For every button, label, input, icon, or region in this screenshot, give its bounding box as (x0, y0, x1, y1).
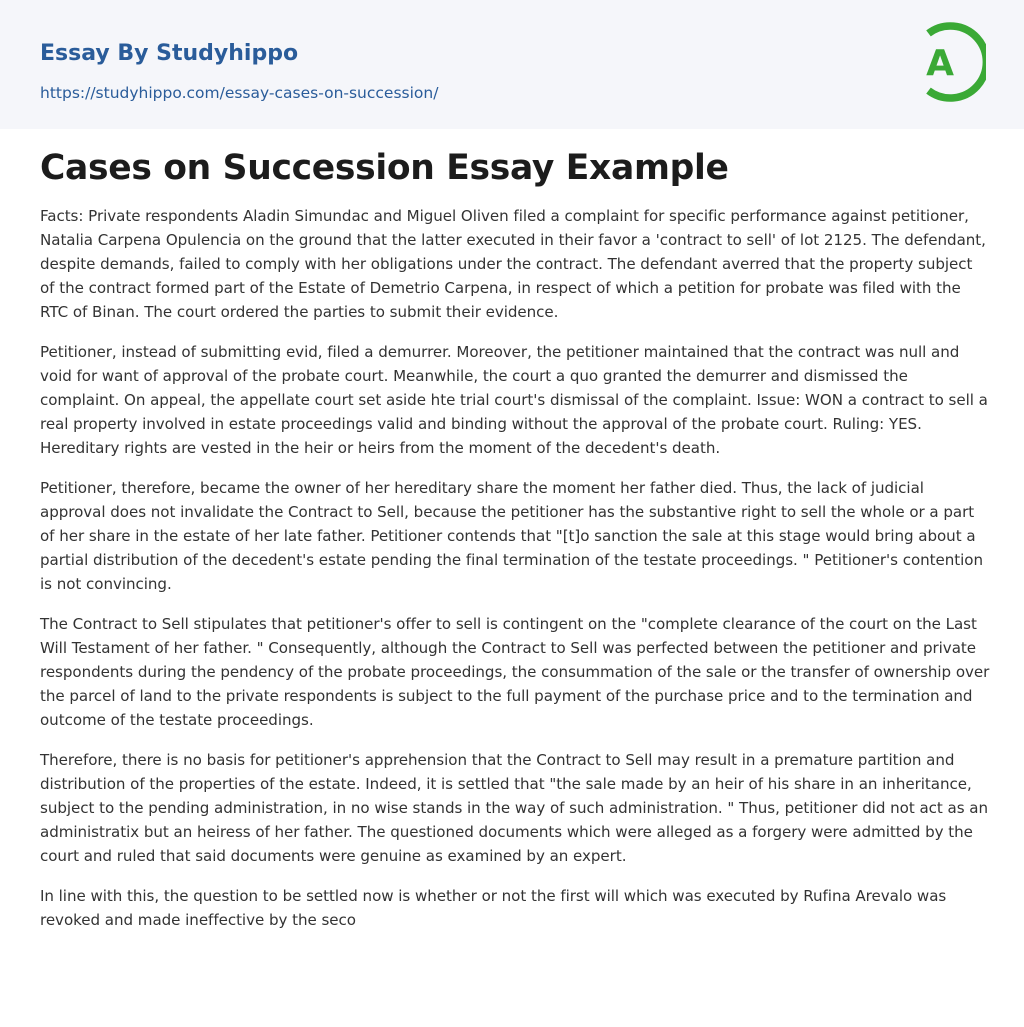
logo-icon (912, 20, 986, 104)
page-title: Cases on Succession Essay Example (40, 148, 729, 188)
studyhippo-logo[interactable] (912, 20, 986, 104)
logo-letter: A (926, 43, 954, 84)
article (40, 143, 990, 948)
paragraph-1: Facts: Private respondents Aladin Simundac and Miguel Oliven filed a complaint for specific performance against petitioner, Natalia Carpena Opulencia on the ground that the latter executed in their favor a 'contract to sell' of lot 2125. The defendant, despite demands, failed to comply with her obligations under the contract. The defendant averred that the property subject of the contract formed part of the Estate of Demetrio Carpena, in respect of which a petition for probate was filed with the RTC of Binan. The court ordered the parties to submit their evidence. (40, 207, 986, 321)
paragraph-5: Therefore, there is no basis for petitioner's apprehension that the Contract to Sell may result in a premature partition and distribution of the properties of the estate. Indeed, it is settled that "the sale made by an heir of his share in an inheritance, subject to the pending administration, in no wise stands in the way of such administration. " Thus, petitioner did not act as an administratix but an heiress of her father. The questioned documents which were alleged as a forgery were admitted by the court and ruled that said documents were genuine as examined by an expert. (40, 751, 989, 865)
site-brand[interactable]: Essay By Studyhippo (40, 41, 299, 66)
paragraph-3: Petitioner, therefore, became the owner of her hereditary share the moment her father died. Thus, the lack of judicial approval does not invalidate the Contract to Sell, because the petitioner has the substantive right to sell the whole or a part of her share in the estate of her late father. Petitioner contends that "[t]o sanction the sale at this stage would bring about a partial distribution of the decedent's estate pending the final termination of the testate proceedings. " Petitioner's contention is not convincing. (40, 479, 983, 593)
page-url-link[interactable]: https://studyhippo.com/essay-cases-on-succession/ (40, 84, 439, 102)
paragraph-6: In line with this, the question to be settled now is whether or not the first will which was executed by Rufina Arevalo was revoked and made ineffective by the seco (40, 887, 947, 929)
site-header (0, 0, 1024, 129)
paragraph-2: Petitioner, instead of submitting evid, filed a demurrer. Moreover, the petitioner maintained that the contract was null and void for want of approval of the probate court. Meanwhile, the court a quo granted the demurrer and dismissed the complaint. On appeal, the appellate court set aside hte trial court's dismissal of the complaint. Issue: WON a contract to sell a real property involved in estate proceedings valid and binding without the approval of the probate court. Ruling: YES. Hereditary rights are vested in the heir or heirs from the moment of the decedent's death. (40, 343, 988, 457)
paragraph-4: The Contract to Sell stipulates that petitioner's offer to sell is contingent on the "complete clearance of the court on the Last Will Testament of her father. " Consequently, although the Contract to Sell was perfected between the petitioner and private respondents during the pendency of the probate proceedings, the consummation of the sale or the transfer of ownership over the parcel of land to the private respondents is subject to the full payment of the purchase price and to the termination and outcome of the testate proceedings. (40, 615, 990, 729)
